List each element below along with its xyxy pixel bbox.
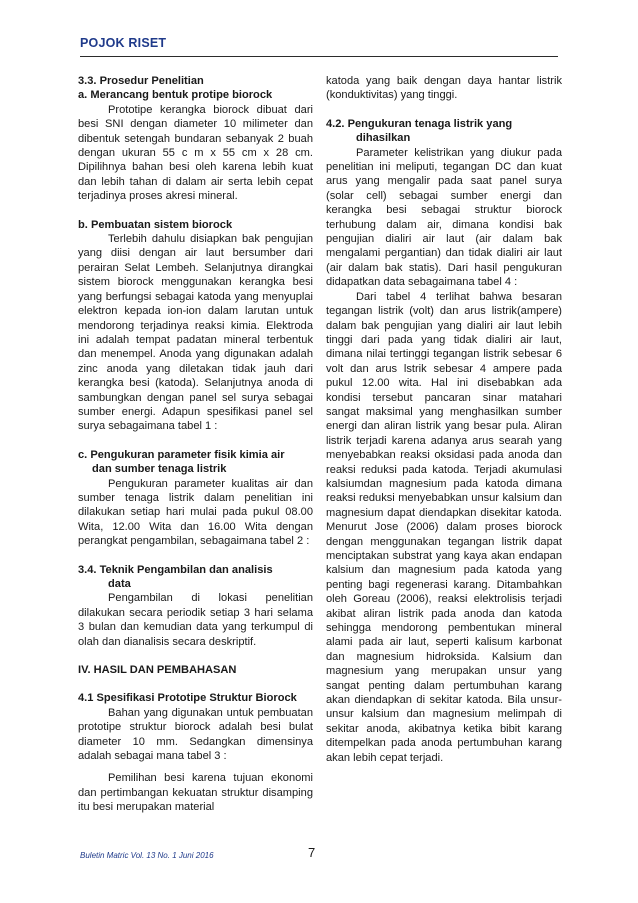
subsection-b-title: b. Pembuatan sistem biorock <box>78 218 233 231</box>
section-4-2-text-1: Parameter kelistrikan yang diukur pada penelitian ini meliputi, tegangan DC dan kuat arus yang mengalir pada saat panel surya (solar cell) sebagai sumber energi dan kerangka besi sebagai struktur biorock terhubung dalam air, dimana kondisi bak pengujian dialiri air laut (air dalam bak mengalami pergantian) dan tidak dialiri air laut (air dalam bak statis). Dari hasil pengukuran didapatkan data sebagaimana tabel 4 : <box>326 146 562 289</box>
section-4-2-text-2: Dari tabel 4 terlihat bahwa besaran tegangan listrik (volt) dan arus listrik(ampere) dalam bak pengujian yang dialiri air laut lebih tinggi dari pada yang tidak dialiri air laut, dimana nilai tertinggi tegangan listrik sebesar 6 volt dan arus lstrik sebesar 4 ampere pada pukul 12.00 wita. Hal ini disebabkan ada kondisi tersebut pancaran sinar matahari sangat maksimal yang menghasilkan sumber energi dan aliran listrik yang besar pula. Aliran listrik terjadi karena adanya arus searah yang menyebabkan reaksi oksidasi pada anoda dan reaksi reduksi pada katoda. Terjadi akumulasi kalsiumdan magnesium pada katoda dimana reaksi reduksi menyebabkan unsur kalsium dan magnesium dapat diendapkan disekitar katoda. Menurut Jose (2006) dalam proses biorock dengan menggunakan tegangan listrik dapat menciptakan substrat yang kaya akan endapan kalsium dan magnesium pada katoda yang penting bagi regenerasi karang. Ditambahkan oleh Goreau (2006), reaksi elektrolisis terjadi akibat aliran listrik pada anoda dan katoda sehingga mendorong pembentukan mineral alami pada air laut, seperti kalisum karbonat dan magnesium hidroksida. Kalsium dan magnesium yang merupakan unsur yang sangat penting dalam pertumbuhan karang akan diendapkan di sekitar katoda. Bila unsur-unsur kalsium dan magnesium melimpah di sekitar anoda, akibatnya ketika bibit karang ditempelkan pada anoda pertumbuhan karang akan lebih cepat terjadi. <box>326 290 562 764</box>
page-header <box>80 34 558 57</box>
section-3-4-title: 3.4. Teknik Pengambilan dan analisis <box>78 563 273 576</box>
subsection-c-text: Pengukuran parameter kualitas air dan sumber tenaga listrik dalam penelitian ini dilakukan setiap hari mulai pada pukul 08.00 Wita, 12.00 Wita dan 16.00 Wita dengan perangkat pengambilan, sebagaimana tabel 2 : <box>78 477 313 548</box>
left-column <box>78 74 313 815</box>
section-3-3-title: 3.3. Prosedur Penelitian <box>78 75 204 87</box>
continued-text: katoda yang baik dengan daya hantar listrik (konduktivitas) yang tinggi. <box>326 75 562 102</box>
header-title: POJOK RISET <box>80 36 167 50</box>
footer-journal: Buletin Matric Vol. 13 No. 1 Juni 2016 <box>80 851 214 860</box>
subsection-a-title: a. Merancang bentuk protipe biorock <box>78 89 273 102</box>
section-3-4-title-cont: data <box>108 578 131 590</box>
subsection-c-title-cont: dan sumber tenaga listrik <box>92 463 227 476</box>
subsection-c-title: c. Pengukuran parameter fisik kimia air <box>78 448 285 461</box>
section-4-1-text-1: Bahan yang digunakan untuk pembuatan prototipe struktur biorock adalah besi bulat diameter 10 mm. Sedangkan dimensinya adalah sebagai mana tabel 3 : <box>78 706 313 763</box>
section-4-2-title-cont: dihasilkan <box>356 132 411 145</box>
section-4-1-text-2: Pemilihan besi karena tujuan ekonomi dan pertimbangan kekuatan struktur disamping itu besi merupakan material <box>78 772 313 814</box>
section-3-4-text: Pengambilan di lokasi penelitian dilakukan secara periodik setiap 3 hari selama 3 bulan dan kemudian data yang terkumpul di olah dan dianalisis secara deskriptif. <box>78 592 313 648</box>
section-4-2-title: 4.2. Pengukuran tenaga listrik yang <box>326 117 513 130</box>
right-column <box>326 74 562 765</box>
section-4-1-title: 4.1 Spesifikasi Prototipe Struktur Biorock <box>78 692 297 705</box>
page-number: 7 <box>308 845 316 860</box>
subsection-a-text: Prototipe kerangka biorock dibuat dari besi SNI dengan diameter 10 milimeter dan dibentuk setengah bundaran sebanyak 2 buah dengan ukuran 55 c m x 55 cm x 28 cm. Dipilihnya bahan besi oleh karena lebih kuat dan lebih tahan di dalam air serta lebih cepat terjadinya proses akresi mineral. <box>78 103 313 203</box>
section-4-title: IV. HASIL DAN PEMBAHASAN <box>78 664 237 677</box>
subsection-b-text: Terlebih dahulu disiapkan bak pengujian yang diisi dengan air laut bersumber dari perairan Selat Lembeh. Selanjutnya dirangkai sistem biorock menggunakan kerangka besi yang berfungsi sebagai katoda yang menyuplai elektron kepada ion-ion dalam larutan untuk mendorong terjadinya reaksi kimia. Elektroda ini adalah tempat padatan mineral terbentuk dan menempel. Anoda yang digunakan adalah zinc anoda yang diletakan tidak jauh dari kerangka besi (katoda). Selanjutnya anoda di sambungkan dengan panel sel surya sebagai sumber energi. Adapun spesifikasi panel sel surya sebagaimana tabel 1 : <box>78 233 313 433</box>
